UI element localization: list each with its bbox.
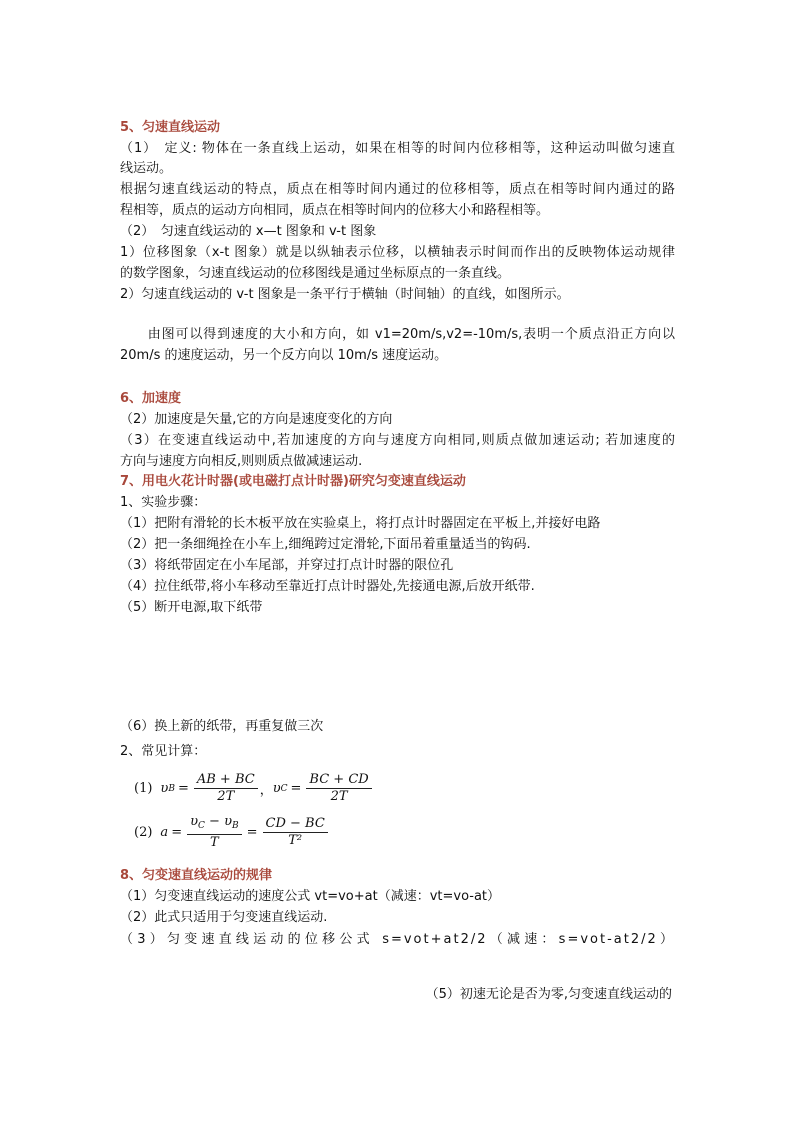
- text-line: （3）匀变速直线运动的位移公式 s=vot+at2/2（减速：s=vot-at2/2）: [120, 932, 675, 947]
- text-line: （3）在变速直线运动中,若加速度的方向与速度方向相同,则质点做加速运动; 若加速度的: [120, 433, 675, 448]
- text-line: 线运动。: [120, 161, 173, 176]
- numerator: $\upsilon_C - \upsilon_B$: [187, 814, 242, 835]
- numerator: AB + BC: [194, 772, 258, 789]
- text-line: （4）拉住纸带,将小车移动至靠近打点计时器处,先接通电源,后放开纸带.: [120, 579, 535, 594]
- text-line: （1）把附有滑轮的长木板平放在实验桌上，将打点计时器固定在平板上,并接好电路: [120, 516, 601, 531]
- numerator: BC + CD: [306, 772, 371, 789]
- fraction: [306, 772, 371, 805]
- formula-row-acceleration: (2) a = $\frac{\upsilon_C - \upsilon_B}{T}$ = $\frac{CD - BC}{\text{T²}}$: [134, 814, 330, 851]
- fraction: [263, 816, 328, 849]
- fraction: [187, 814, 242, 851]
- text-line: 程相等，质点的运动方向相同，质点在相等时间内的位移大小和路程相等。: [120, 203, 550, 218]
- section-heading-7: 7、用电火花计时器(或电磁打点计时器)研究匀变速直线运动: [120, 474, 466, 489]
- text-line: 根据匀速直线运动的特点，质点在相等时间内通过的位移相等，质点在相等时间内通过的路: [120, 182, 675, 197]
- denominator: 2T: [330, 789, 348, 804]
- denominator: T²: [288, 833, 303, 848]
- text-line: 2、常见计算：: [120, 744, 207, 759]
- text-line: 1、实验步骤：: [120, 495, 207, 510]
- formula-label: (2): [134, 825, 153, 840]
- text-line: （1）匀变速直线运动的速度公式 vt=vo+at（减速：vt=vo-at）: [120, 889, 501, 904]
- denominator: T: [210, 835, 219, 850]
- numerator: CD − BC: [263, 816, 328, 833]
- text-line: （2）加速度是矢量,它的方向是速度变化的方向: [120, 412, 393, 427]
- text-line: （2）把一条细绳拴在小车上,细绳跨过定滑轮,下面吊着重量适当的钩码.: [120, 537, 531, 552]
- fraction: [194, 772, 258, 805]
- velocity-symbol: υ: [272, 781, 281, 796]
- formula-row-velocity: (1) υ B = $\frac{AB + BC}{2T}$ ， υ C = $\frac{BC + CD}{2T}$: [134, 772, 374, 805]
- text-line: 由图可以得到速度的大小和方向，如 v1=20m/s,v2=-10m/s,表明一个质点沿正方向以: [120, 327, 675, 342]
- text-line: 1）位移图象（x-t 图象）就是以纵轴表示位移，以横轴表示时间而作出的反映物体运动规律: [120, 245, 675, 260]
- formula-image: [134, 770, 369, 850]
- text-line: 方向与速度方向相反,则则质点做减速运动.: [120, 454, 363, 469]
- text-line: （2） 匀速直线运动的 x—t 图象和 v-t 图象: [120, 224, 377, 239]
- text-line: （5）初速无论是否为零,匀变速直线运动的: [425, 987, 672, 1002]
- text-line: （2）此式只适用于匀变速直线运动.: [120, 910, 328, 925]
- separator: ，: [259, 783, 273, 798]
- velocity-subscript: B: [168, 783, 175, 794]
- text-line: 2）匀速直线运动的 v-t 图象是一条平行于横轴（时间轴）的直线，如图所示。: [120, 287, 570, 302]
- text-line: （1） 定义: 物体在一条直线上运动，如果在相等的时间内位移相等，这种运动叫做匀速直: [120, 141, 675, 156]
- acceleration-symbol: a: [160, 825, 169, 840]
- text-line: （5）断开电源,取下纸带: [120, 600, 263, 615]
- text-line: 的数学图象，匀速直线运动的位移图线是通过坐标原点的一条直线。: [120, 266, 511, 281]
- velocity-symbol: υ: [160, 781, 169, 796]
- formula-label: (1): [134, 781, 153, 796]
- text-line: （6）换上新的纸带，再重复做三次: [120, 719, 324, 734]
- section-heading-6: 6、加速度: [120, 391, 182, 406]
- denominator: 2T: [217, 789, 235, 804]
- text-line: （3）将纸带固定在小车尾部，并穿过打点计时器的限位孔: [120, 558, 454, 573]
- velocity-subscript: C: [280, 783, 288, 794]
- text-line: 20m/s 的速度运动，另一个反方向以 10m/s 速度运动。: [120, 348, 448, 363]
- section-heading-5: 5、匀速直线运动: [120, 120, 221, 135]
- section-heading-8: 8、匀变速直线运动的规律: [120, 868, 273, 883]
